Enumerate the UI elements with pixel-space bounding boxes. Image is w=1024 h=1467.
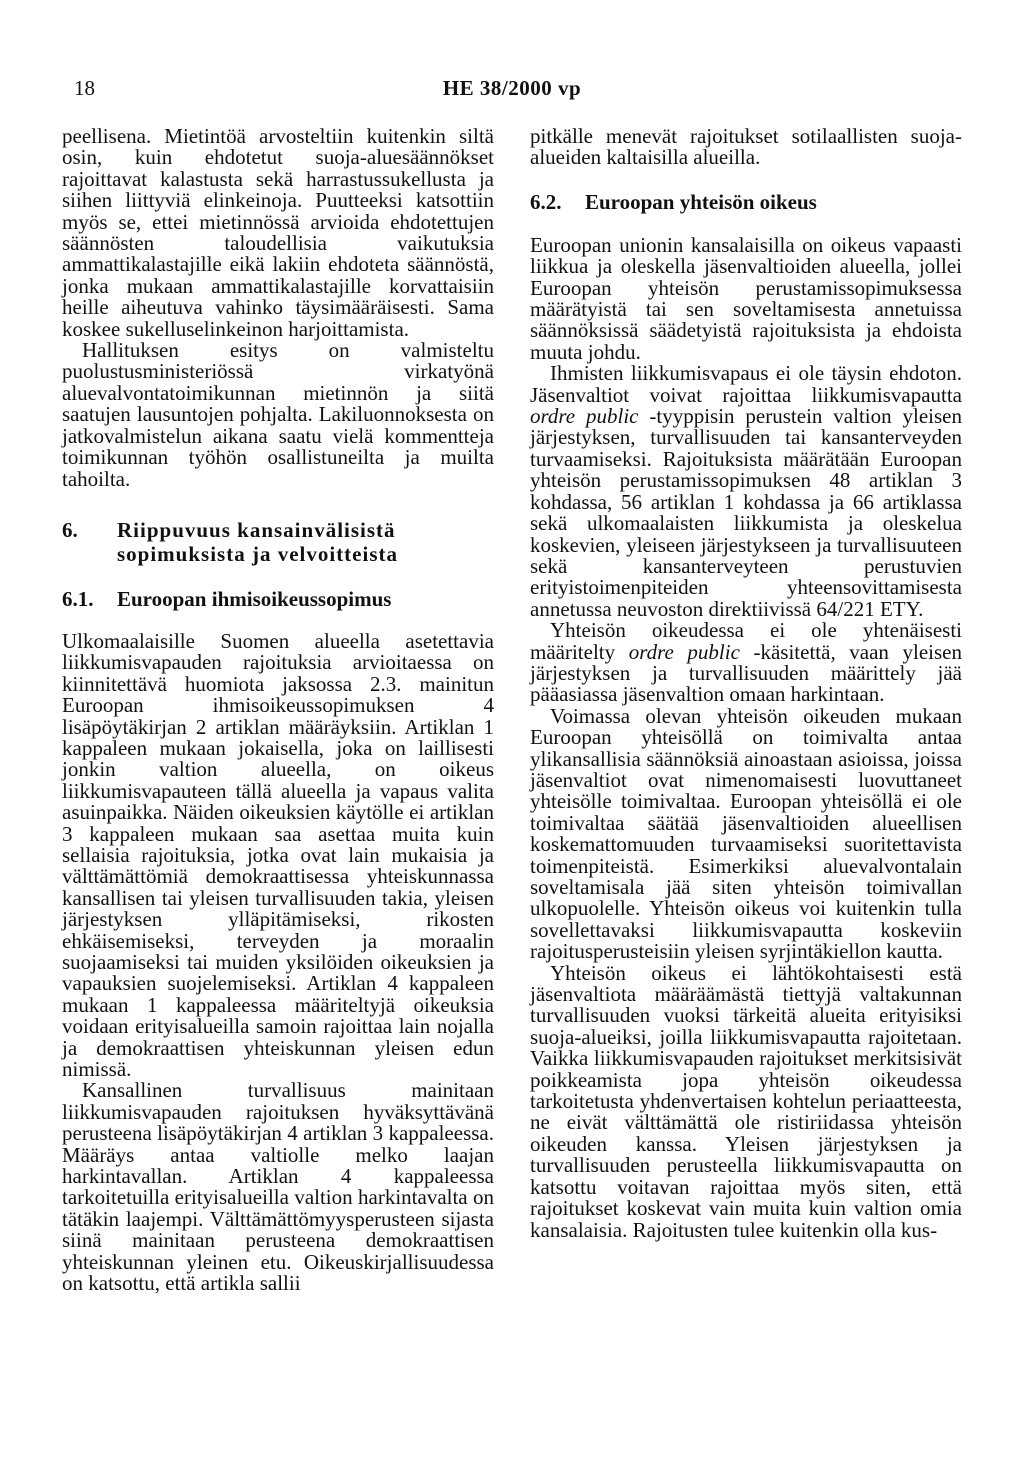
right-column bbox=[530, 126, 962, 1241]
paragraph: Yhteisön oikeus ei lähtökohtaisesti estä jäsenvaltiota määräämästä tiettyjä valtakunnan turvallisuuden vuoksi tärkeitä alueita erityisiksi suoja-alueiksi, joilla liikkumisvapautta rajoitetaan. Vaikka liikkumisvapauden rajoitukset merkitsisivät poikkeamista jopa yhteisön oikeudessa tarkoitetusta yhdenvertaisen kohtelun periaatteesta, ne eivät välttämättä ole ristiriidassa yhteisön oikeuden kanssa. Yleisen järjestyksen ja turvallisuuden perusteella liikkumisvapautta on katsottu voitavan rajoittaa myös siten, että rajoitukset koskevat vain muita kuin valtion omia kansalaisia. Rajoitusten tulee kuitenkin olla kus- bbox=[530, 960, 962, 1242]
italic-term: ordre public bbox=[628, 639, 740, 664]
section-title: Euroopan ihmisoikeussopimus bbox=[117, 586, 392, 611]
paragraph: peellisena. Mietintöä arvosteltiin kuitenkin siltä osin, kuin ehdotetut suoja-aluesäännökset rajoittavat kalastusta sekä harrastussukellusta ja siihen liittyviä elinkeinoja. Puutteeksi katsottiin myös se, ettei mietinnössä arvioida ehdotettujen säännösten taloudellisia vaikutuksia ammattikalastajille eikä lakiin ehdoteta säännöstä, jonka mukaan ammattikalastajille korvattaisiin heille aiheutuva vahinko täysimääräisesti. Sama koskee sukelluselinkeinon harjoittamista. bbox=[62, 124, 494, 341]
section-heading-6-2 bbox=[530, 191, 962, 213]
paragraph: Kansallinen turvallisuus mainitaan liikkumisvapauden rajoituksen hyväksyttävänä perusteena lisäpöytäkirjan 4 artiklan 3 kappaleessa. Määräys antaa valtiolle melko laajan harkintavallan. Artiklan 4 kappaleessa tarkoitetuilla erityisalueilla valtion harkintavalta on tätäkin laajempi. Välttämättömyysperusteen sijasta siinä mainitaan perusteena demokraattisen yhteiskunnan yleinen etu. Oikeuskirjallisuudessa on katsottu, että artikla sallii bbox=[62, 1078, 494, 1296]
section-number: 6. bbox=[62, 517, 78, 542]
section-heading-6 bbox=[62, 518, 494, 566]
section-title: Euroopan yhteisön oikeus bbox=[585, 189, 817, 214]
running-title: HE 38/2000 vp bbox=[442, 76, 582, 100]
paragraph: Hallituksen esitys on valmisteltu puolustusministeriössä virkatyönä aluevalvontatoimikunnan mietinnön ja siitä saatujen lausuntojen pohjalta. Lakiluonnoksesta on jatkovalmistelun aikana saatu vielä kommentteja toimikunnan työhön osallistuneilta ja muilta tahoilta. bbox=[62, 338, 494, 491]
section-title bbox=[117, 518, 398, 566]
left-column bbox=[62, 126, 494, 1295]
page-number: 18 bbox=[74, 76, 95, 100]
section-title-line: sopimuksista ja velvoitteista bbox=[117, 541, 398, 566]
section-number: 6.1. bbox=[62, 586, 94, 611]
section-title-line: Riippuvuus kansainvälisistä bbox=[117, 517, 396, 542]
text-run: Ihmisten liikkumisvapaus ei ole täysin ehdoton. Jäsenvaltiot voivat rajoittaa liikkumisvapautta bbox=[530, 361, 962, 407]
section-heading-6-1 bbox=[62, 588, 494, 610]
italic-term: ordre public bbox=[530, 404, 639, 429]
text-run: Yhteisön oikeudessa ei ole yhtenäisesti määritelty bbox=[530, 618, 962, 664]
paragraph: Ulkomaalaisille Suomen alueella asetettavia liikkumisvapauden rajoituksia arvioitaessa on kiinnitettävä huomiota jaksossa 2.3. mainitun Euroopan ihmisoikeussopimuksen 4 lisäpöytäkirjan 2 artiklan määräyksiin. Artiklan 1 kappaleen mukaan jokaisella, joka on laillisesti jonkin valtion alueella, on oikeus liikkumisvapauteen tällä alueella ja vapaus valita asuinpaikka. Näiden oikeuksien käytölle ei artiklan 3 kappaleen mukaan saa asettaa muita kuin sellaisia rajoituksia, jotka ovat lain mukaisia ja välttämättömiä demokraattisessa yhteiskunnassa kansallisen tai yleisen turvallisuuden takia, yleisen järjestyksen ylläpitämiseksi, rikosten ehkäisemiseksi, terveyden ja moraalin suojaamiseksi tai muiden yksilöiden oikeuksien ja vapauksien suojelemiseksi. Artiklan 4 kappaleen mukaan 1 kappaleessa määriteltyjä oikeuksia voidaan erityisalueilla samoin rajoittaa lain nojalla ja demokraattisen yhteiskunnan yleisen edun nimissä. bbox=[62, 628, 494, 1082]
paragraph bbox=[530, 620, 962, 706]
paragraph: pitkälle menevät rajoitukset sotilaallisten suoja-alueiden kaltaisilla alueilla. bbox=[530, 124, 962, 170]
paragraph bbox=[530, 363, 962, 620]
paragraph: Euroopan unionin kansalaisilla on oikeus vapaasti liikkua ja oleskella jäsenvaltioiden alueella, jollei Euroopan yhteisön perustamissopimuksessa määrätyistä tai sen soveltamisesta annetuissa säännöksissä säädetyistä rajoituksista ja ehdoista muuta johdu. bbox=[530, 232, 962, 364]
section-number: 6.2. bbox=[530, 189, 562, 214]
paragraph: Voimassa olevan yhteisön oikeuden mukaan Euroopan yhteisöllä on toimivalta antaa ylikansallisia säännöksiä ainoastaan asioissa, joissa jäsenvaltiot ovat nimenomaisesti luovuttaneet yhteisölle toimivaltaa. Euroopan yhteisöllä ei ole toimivaltaa säätää jäsenvaltioiden alueellisen koskemattomuuden turvaamiseksi suoritettavista toimenpiteistä. Esimerkiksi aluevalvontalain soveltamisala jää siten yhteisön toimivallan ulkopuolelle. Yhteisön oikeus voi kuitenkin tulla sovellettavaksi liikkumisvapautta koskeviin rajoitusperusteisiin yleisen syrjintäkiellon kautta. bbox=[530, 703, 962, 964]
text-run: -käsitettä, vaan yleisen järjestyksen ja turvallisuuden määrittely jää pääasiassa jäsenvaltion omaan harkintaan. bbox=[530, 639, 962, 707]
text-run: -tyyppisin perustein valtion yleisen järjestyksen, turvallisuuden tai kansanterveyden turvaamiseksi. Rajoituksista määrätään Euroopan yhteisön perustamissopimuksen 48 artiklan 3 kohdassa, 56 artiklan 1 kohdassa ja 66 artiklassa sekä ulkomaalaisten liikkumista ja oleskelua koskevien, yleiseen järjestykseen ja turvallisuuteen sekä kansanterveyteen perustuvien erityistoimenpiteiden yhteensovittamisesta annetussa neuvoston direktiivissä 64/221 ETY. bbox=[530, 404, 962, 621]
